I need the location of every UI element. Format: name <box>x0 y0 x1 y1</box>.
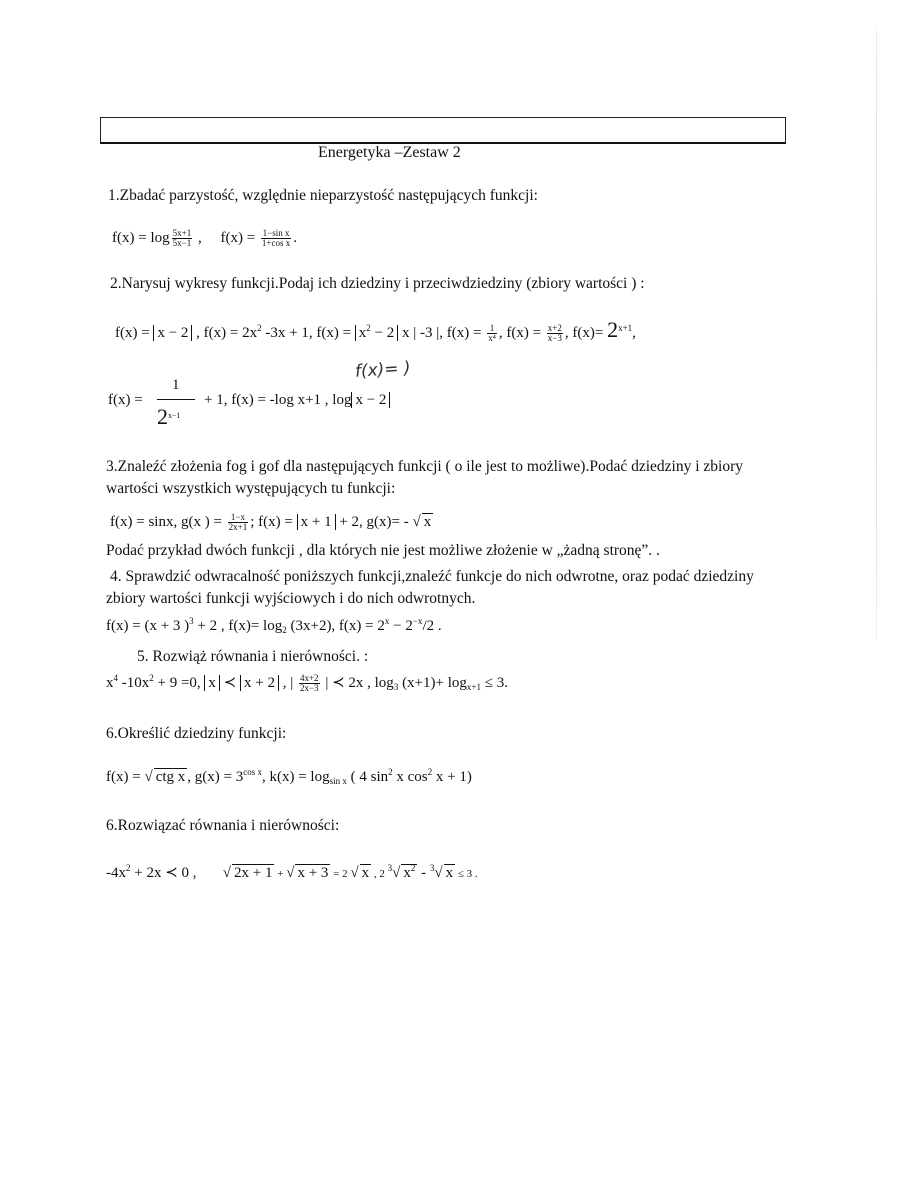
task1-formula <box>112 228 297 248</box>
task2-line2-prefix: f(x) = <box>108 392 143 408</box>
task3-note: Podać przykład dwóch funkcji , dla których nie jest możliwe złożenie w „żadną stronę”. . <box>106 542 660 559</box>
fraction-bar <box>157 399 195 400</box>
page-title: Energetyka –Zestaw 2 <box>318 144 461 161</box>
sqrt: 2x + 1 <box>234 865 273 881</box>
task6-text: 6.Określić dziedziny funkcji: <box>106 725 287 742</box>
abs-value: $x^2 - 2$ <box>355 325 398 341</box>
handwritten-note: f(x)= ) <box>354 358 412 382</box>
task4-text-a: 4. Sprawdzić odwracalność poniższych funkcji,znaleźć funkcje do nich odwrotne, oraz podać dziedziny <box>110 568 754 585</box>
sqrt: ctg x <box>155 769 186 785</box>
task1-text: 1.Zbadać parzystość, względnie nieparzystość następujących funkcji: <box>108 187 538 204</box>
abs-value: x + 2 <box>240 675 279 691</box>
task2-formula-line1: f(x) = x − 2 , $f(x) = 2x^2$ -3x + 1, $f(x) = x^2 - 2$ x | -3 |, f(x) = $\frac{1}{\text{x⁴}}$ , f(x) = $\frac{x+2}{x-3}$ , $f(x)= 2^{x+1}$, <box>115 317 636 344</box>
sqrt: x + 3 <box>297 865 329 881</box>
task1-sep: , <box>194 230 202 246</box>
cbrt: x <box>445 865 454 881</box>
task2-text: 2.Narysuj wykresy funkcji.Podaj ich dziedziny i przeciwdziedziny (zbiory wartości ) : <box>110 275 645 292</box>
task2-line2-rest: + 1, f(x) = -log x+1 , log x − 2 <box>204 390 390 410</box>
task5-text: 5. Rozwiąż równania i nierówności. : <box>137 648 369 665</box>
sqrt: x <box>361 865 370 881</box>
abs-value: x + 1 <box>297 514 336 530</box>
task2-line2-den: $2^{x-1}$ <box>157 404 181 429</box>
task2-frac3: $\frac{1}{\text{x⁴}}$ <box>488 323 496 344</box>
task3-formula: f(x) = sinx, g(x ) = $\frac{1-x}{2x+1}$ ; f(x) = x + 1 + 2, g(x)= - √ x <box>110 512 432 533</box>
abs-value: x − 2 <box>153 325 192 341</box>
task3-text-a: 3.Znaleźć złożenia fog i gof dla następujących funkcji ( o ile jest to możliwe).Podać dziedziny i zbiory <box>106 458 743 475</box>
task5-formula: $x^4$ $-10x^2 + 9 =0$, x ≺ x + 2 , | $\frac{4x+2}{2x-3}$ | ≺ 2x , $\log_3 (x+1)+ \log_{x+1} \le 3$. <box>106 673 508 694</box>
abs-value: x − 2 <box>351 392 390 408</box>
task1-f1-frac: $\frac{5x+1}{5x-1}$ <box>172 228 192 249</box>
task5-frac: $\frac{4x+2}{2x-3}$ <box>299 673 319 694</box>
task3-frac: $\frac{1-x}{2x+1}$ <box>228 512 248 533</box>
task4-text-b: zbiory wartości funkcji wyjściowych i do nich odwrotnych. <box>106 590 476 607</box>
task1-f2-prefix: f(x) = <box>220 230 256 246</box>
task3-text-b: wartości wszystkich występujących tu funkcji: <box>106 480 396 497</box>
task7-text: 6.Rozwiązać równania i nierówności: <box>106 817 340 834</box>
abs-value: x <box>204 675 220 691</box>
task2-line2-num: 1 <box>172 377 180 393</box>
cbrt: $x^2$ <box>403 863 416 881</box>
task1-f1-prefix: f(x) = log <box>112 230 170 246</box>
task1-end: . <box>293 230 297 246</box>
scan-edge-line <box>876 30 877 640</box>
header-box <box>100 117 786 144</box>
sqrt: x <box>423 514 432 530</box>
task2-frac4: $\frac{x+2}{x-3}$ <box>547 323 562 344</box>
task4-formula: f(x) = (x + 3 )$^3$ + 2 , $f(x)= \log_2 (3x+2)$, $f(x) = 2^x - 2^{-x}/2$ . <box>106 616 442 635</box>
task1-f2-frac: $\frac{\text{1−sin x}}{\text{1+cos x}}$ <box>261 228 291 249</box>
task7-formula: $-4x^2 + 2x$ ≺ 0 , √ 2x + 1 + √ x + 3 = 2 √ x , 2 $^3$√ $x^2 - ^3√$ x ≤ 3 . <box>106 863 478 881</box>
task6-formula: f(x) = √ ctg x , $g(x) = 3^{cos x}$, $k(x) = \log_{sin x}$ ( 4 $\sin^2 x$ $\cos^2 x + 1$) <box>106 767 472 786</box>
